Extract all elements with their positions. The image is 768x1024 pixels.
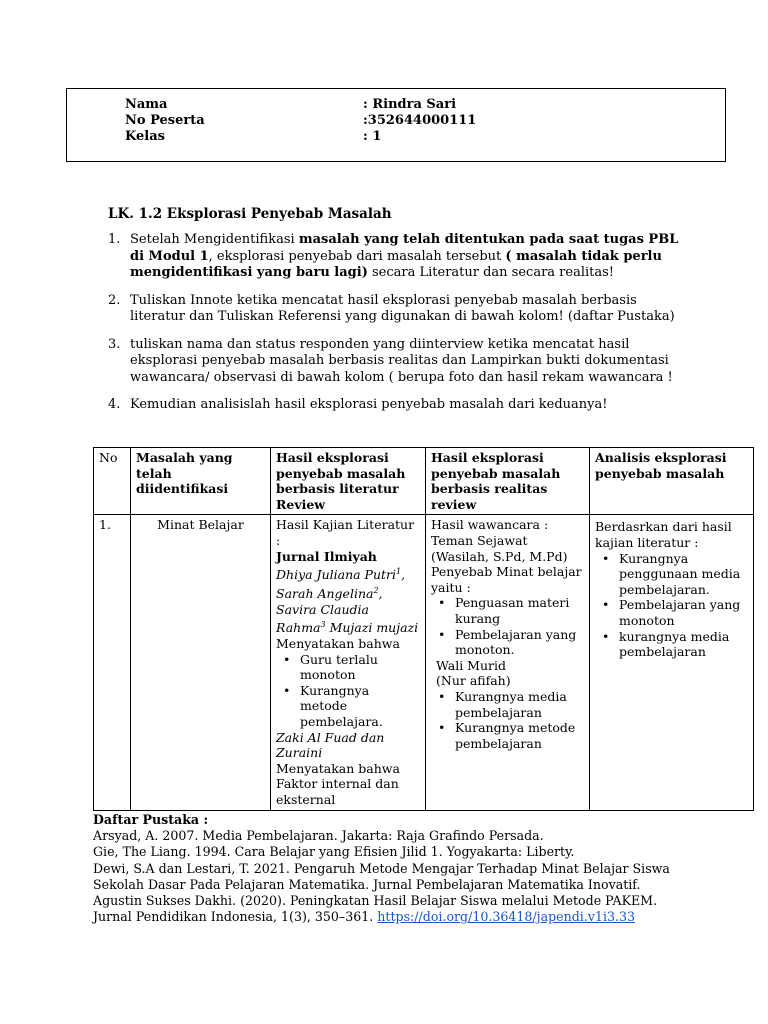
row-reality (426, 515, 590, 810)
author-sup: 3 (320, 620, 326, 630)
reference-item: Dewi, S.A dan Lestari, T. 2021. Pengaruh Metode Mengajar Terhadap Minat Belajar Siswa Sekolah Dasar Pada Pelajaran Matematika. Jurnal Pembelajaran Matematika Inovatif. (93, 860, 670, 892)
reference-item: Arsyad, A. 2007. Media Pembelajaran. Jakarta: Raja Grafindo Persada. (93, 828, 544, 844)
respondent-2-name: (Nur afifah) (436, 673, 511, 689)
reality-points-1 (431, 595, 584, 657)
author-sup: 2 (373, 585, 379, 595)
instruction-item (108, 337, 688, 387)
literature-intro: Hasil Kajian Literatur : (276, 517, 415, 548)
row-no: 1. (94, 515, 131, 810)
row-literature (271, 515, 426, 810)
author-text: Mujazi mujazi (325, 620, 419, 636)
doi-link[interactable]: https://doi.org/10.36418/japendi.v1i3.33 (377, 909, 636, 925)
class-value: : 1 (363, 129, 382, 144)
list-item: • Pembelajaran yang monoton. (455, 627, 584, 658)
analysis-intro: Berdasrkan dari hasil kajian literatur : (595, 519, 732, 550)
author-text: , Savira Claudia Rahma (276, 586, 383, 636)
row-analysis (590, 515, 754, 810)
author-sup: 1 (396, 567, 402, 577)
header-problem: Masalah yang telah diidentifikasi (131, 448, 271, 515)
references-section (93, 812, 693, 925)
instruction-number: 3. (108, 336, 121, 352)
authors-1 (276, 564, 420, 636)
respondent-1: Teman Sejawat (431, 532, 528, 548)
header-analysis: Analisis eksplorasi penyebab masalah (590, 448, 754, 515)
list-item: • Kurangnya metode pembelajara. (300, 683, 420, 730)
list-item: • kurangnya media pembelajaran (619, 629, 748, 660)
list-item: • Kurangnya penggunaan media pembelajaran. (619, 551, 748, 598)
reference-item (93, 893, 693, 925)
instruction-text: Kemudian analisislah hasil eksplorasi penyebab masalah dari keduanya! (130, 397, 608, 412)
table-row (94, 515, 754, 810)
instruction-item (108, 293, 688, 326)
literature-points-1 (276, 652, 420, 730)
journal-name: Jurnal Ilmiyah (276, 548, 377, 564)
header-no: No (94, 448, 131, 515)
authors-2: Zaki Al Fuad dan Zuraini (276, 729, 385, 761)
respondent-1-name: (Wasilah, S.Pd, M.Pd) (431, 548, 568, 564)
instruction-number: 4. (108, 397, 121, 412)
exploration-table (93, 447, 754, 811)
table-header-row (94, 448, 754, 515)
participant-no-label: No Peserta (125, 113, 205, 128)
class-label: Kelas (125, 129, 165, 144)
instruction-list (108, 232, 688, 425)
instruction-text: , eksplorasi penyebab dari masalah tersebut (208, 248, 506, 264)
instruction-text: Setelah Mengidentifikasi (130, 232, 299, 247)
instruction-number: 1. (108, 232, 121, 247)
list-item: • Kurangnya media pembelajaran (455, 689, 584, 720)
cause-intro: Penyebab Minat belajar yaitu : (431, 564, 582, 595)
reference-item: Gie, The Liang. 1994. Cara Belajar yang Efisien Jilid 1. Yogyakarta: Liberty. (93, 844, 575, 860)
analysis-points (595, 551, 748, 660)
name-value: : Rindra Sari (363, 97, 457, 112)
references-heading: Daftar Pustaka : (93, 812, 209, 827)
header-literature: Hasil eksplorasi penyebab masalah berbasis literatur Review (271, 448, 426, 515)
respondent-2: Wali Murid (436, 657, 507, 673)
header-reality: Hasil eksplorasi penyebab masalah berbasis realitas review (426, 448, 590, 515)
instruction-bold: ( masalah tidak perlu mengidentifikasi yang baru lagi) (130, 248, 662, 280)
identity-box (66, 88, 726, 162)
statement-2: Menyatakan bahwa Faktor internal dan eksternal (276, 760, 400, 807)
instruction-text: tuliskan nama dan status responden yang diinterview ketika mencatat hasil eksplorasi penyebab masalah berbasis realitas dan Lampirkan bukti dokumentasi wawancara/ observasi di bawah kolom ( berupa foto dan hasil rekam wawancara ! (130, 336, 673, 385)
instruction-item (108, 397, 688, 414)
list-item: • Pembelajaran yang monoton (619, 597, 748, 628)
list-item: • Penguasan materi kurang (455, 595, 584, 626)
list-item: • Kurangnya metode pembelajaran (455, 720, 584, 751)
author-text: , Sarah Angelina (276, 567, 406, 602)
instruction-number: 2. (108, 292, 121, 308)
participant-no-value: :352644000111 (363, 113, 477, 128)
reference-text: Agustin Sukses Dakhi. (2020). Peningkatan Hasil Belajar Siswa melalui Metode PAKEM. Jurnal Pendidikan Indonesia, 1(3), 350–361. (93, 893, 658, 925)
instruction-item (108, 232, 688, 282)
reality-points-2 (431, 689, 584, 751)
reality-intro: Hasil wawancara : (431, 517, 549, 533)
instruction-text: Tuliskan Innote ketika mencatat hasil eksplorasi penyebab masalah berbasis literatur dan Tuliskan Referensi yang digunakan di bawah kolom! (daftar Pustaka) (130, 292, 675, 324)
name-label: Nama (125, 97, 168, 112)
instruction-text: secara Literatur dan secara realitas! (367, 265, 615, 280)
statement-1: Menyatakan bahwa (276, 636, 400, 651)
worksheet-title: LK. 1.2 Eksplorasi Penyebab Masalah (108, 206, 392, 222)
row-problem: Minat Belajar (131, 515, 271, 810)
list-item: • Guru terlalu monoton (300, 652, 420, 683)
instruction-bold: masalah yang telah ditentukan pada saat tugas PBL di Modul 1 (130, 232, 679, 264)
author-text: Dhiya Juliana Putri (276, 567, 397, 583)
